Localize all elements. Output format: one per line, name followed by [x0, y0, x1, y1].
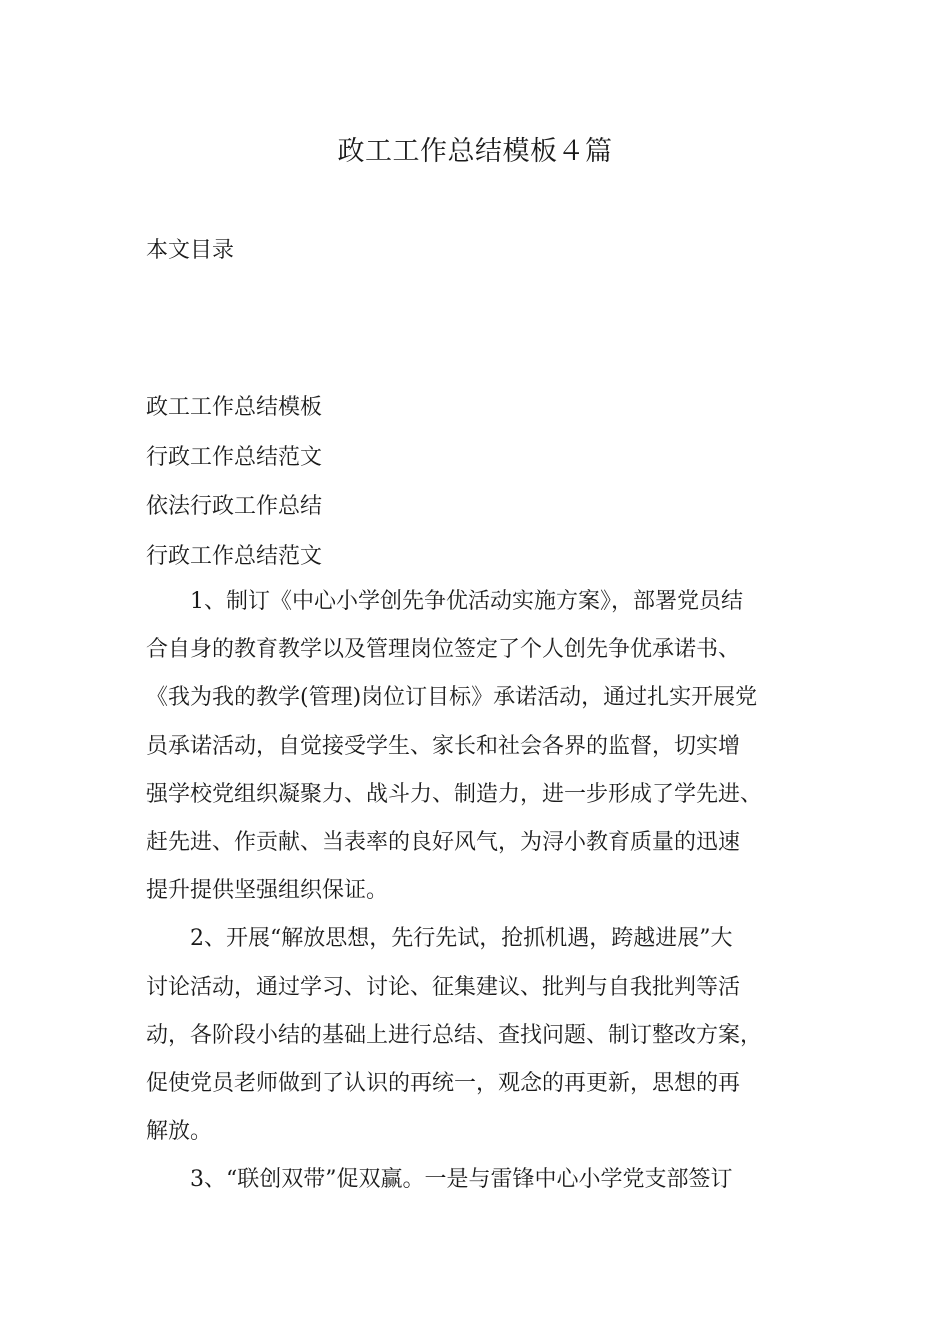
toc-heading: 本文目录: [146, 238, 235, 263]
toc-list: [146, 383, 322, 581]
body-text: [146, 578, 836, 1204]
document-title: 政工工作总结模板４篇: [337, 136, 613, 167]
toc-item[interactable]: 依法行政工作总结: [146, 494, 323, 519]
paragraph-line: 促使党员老师做到了认识的再统一，观念的再更新，思想的再: [146, 1070, 741, 1096]
paragraph-line: 员承诺活动，自觉接受学生、家长和社会各界的监督，切实增: [146, 733, 741, 759]
toc-item[interactable]: 政工工作总结模板: [146, 395, 323, 420]
paragraph-line: 提升提供坚强组织保证。: [146, 878, 389, 904]
paragraph-line: 赶先进、作贡献、当表率的良好风气，为浔小教育质量的迅速: [146, 829, 741, 855]
toc-item[interactable]: 行政工作总结范文: [146, 444, 323, 470]
paragraph-line: 动，各阶段小结的基础上进行总结、查找问题、制订整改方案，: [146, 1022, 763, 1048]
paragraph-line: 2、开展“解放思想，先行先试，抢抓机遇，跨越进展”大: [190, 926, 733, 952]
paragraph-line: 讨论活动，通过学习、讨论、征集建议、批判与自我批判等活: [146, 974, 741, 1000]
toc-item[interactable]: 行政工作总结范文: [146, 543, 323, 569]
paragraph-line: 3、“联创双带”促双赢。一是与雷锋中心小学党支部签订: [190, 1167, 733, 1193]
paragraph-line: 合自身的教育教学以及管理岗位签定了个人创先争优承诺书、: [146, 637, 741, 663]
paragraph-line: 解放。: [146, 1119, 213, 1145]
paragraph-line: 1、制订《中心小学创先争优活动实施方案》，部署党员结: [190, 589, 743, 614]
paragraph-line: 《我为我的教学(管理)岗位订目标》承诺活动，通过扎实开展党: [146, 685, 758, 711]
paragraph-line: 强学校党组织凝聚力、战斗力、制造力，进一步形成了学先进、: [146, 781, 763, 807]
